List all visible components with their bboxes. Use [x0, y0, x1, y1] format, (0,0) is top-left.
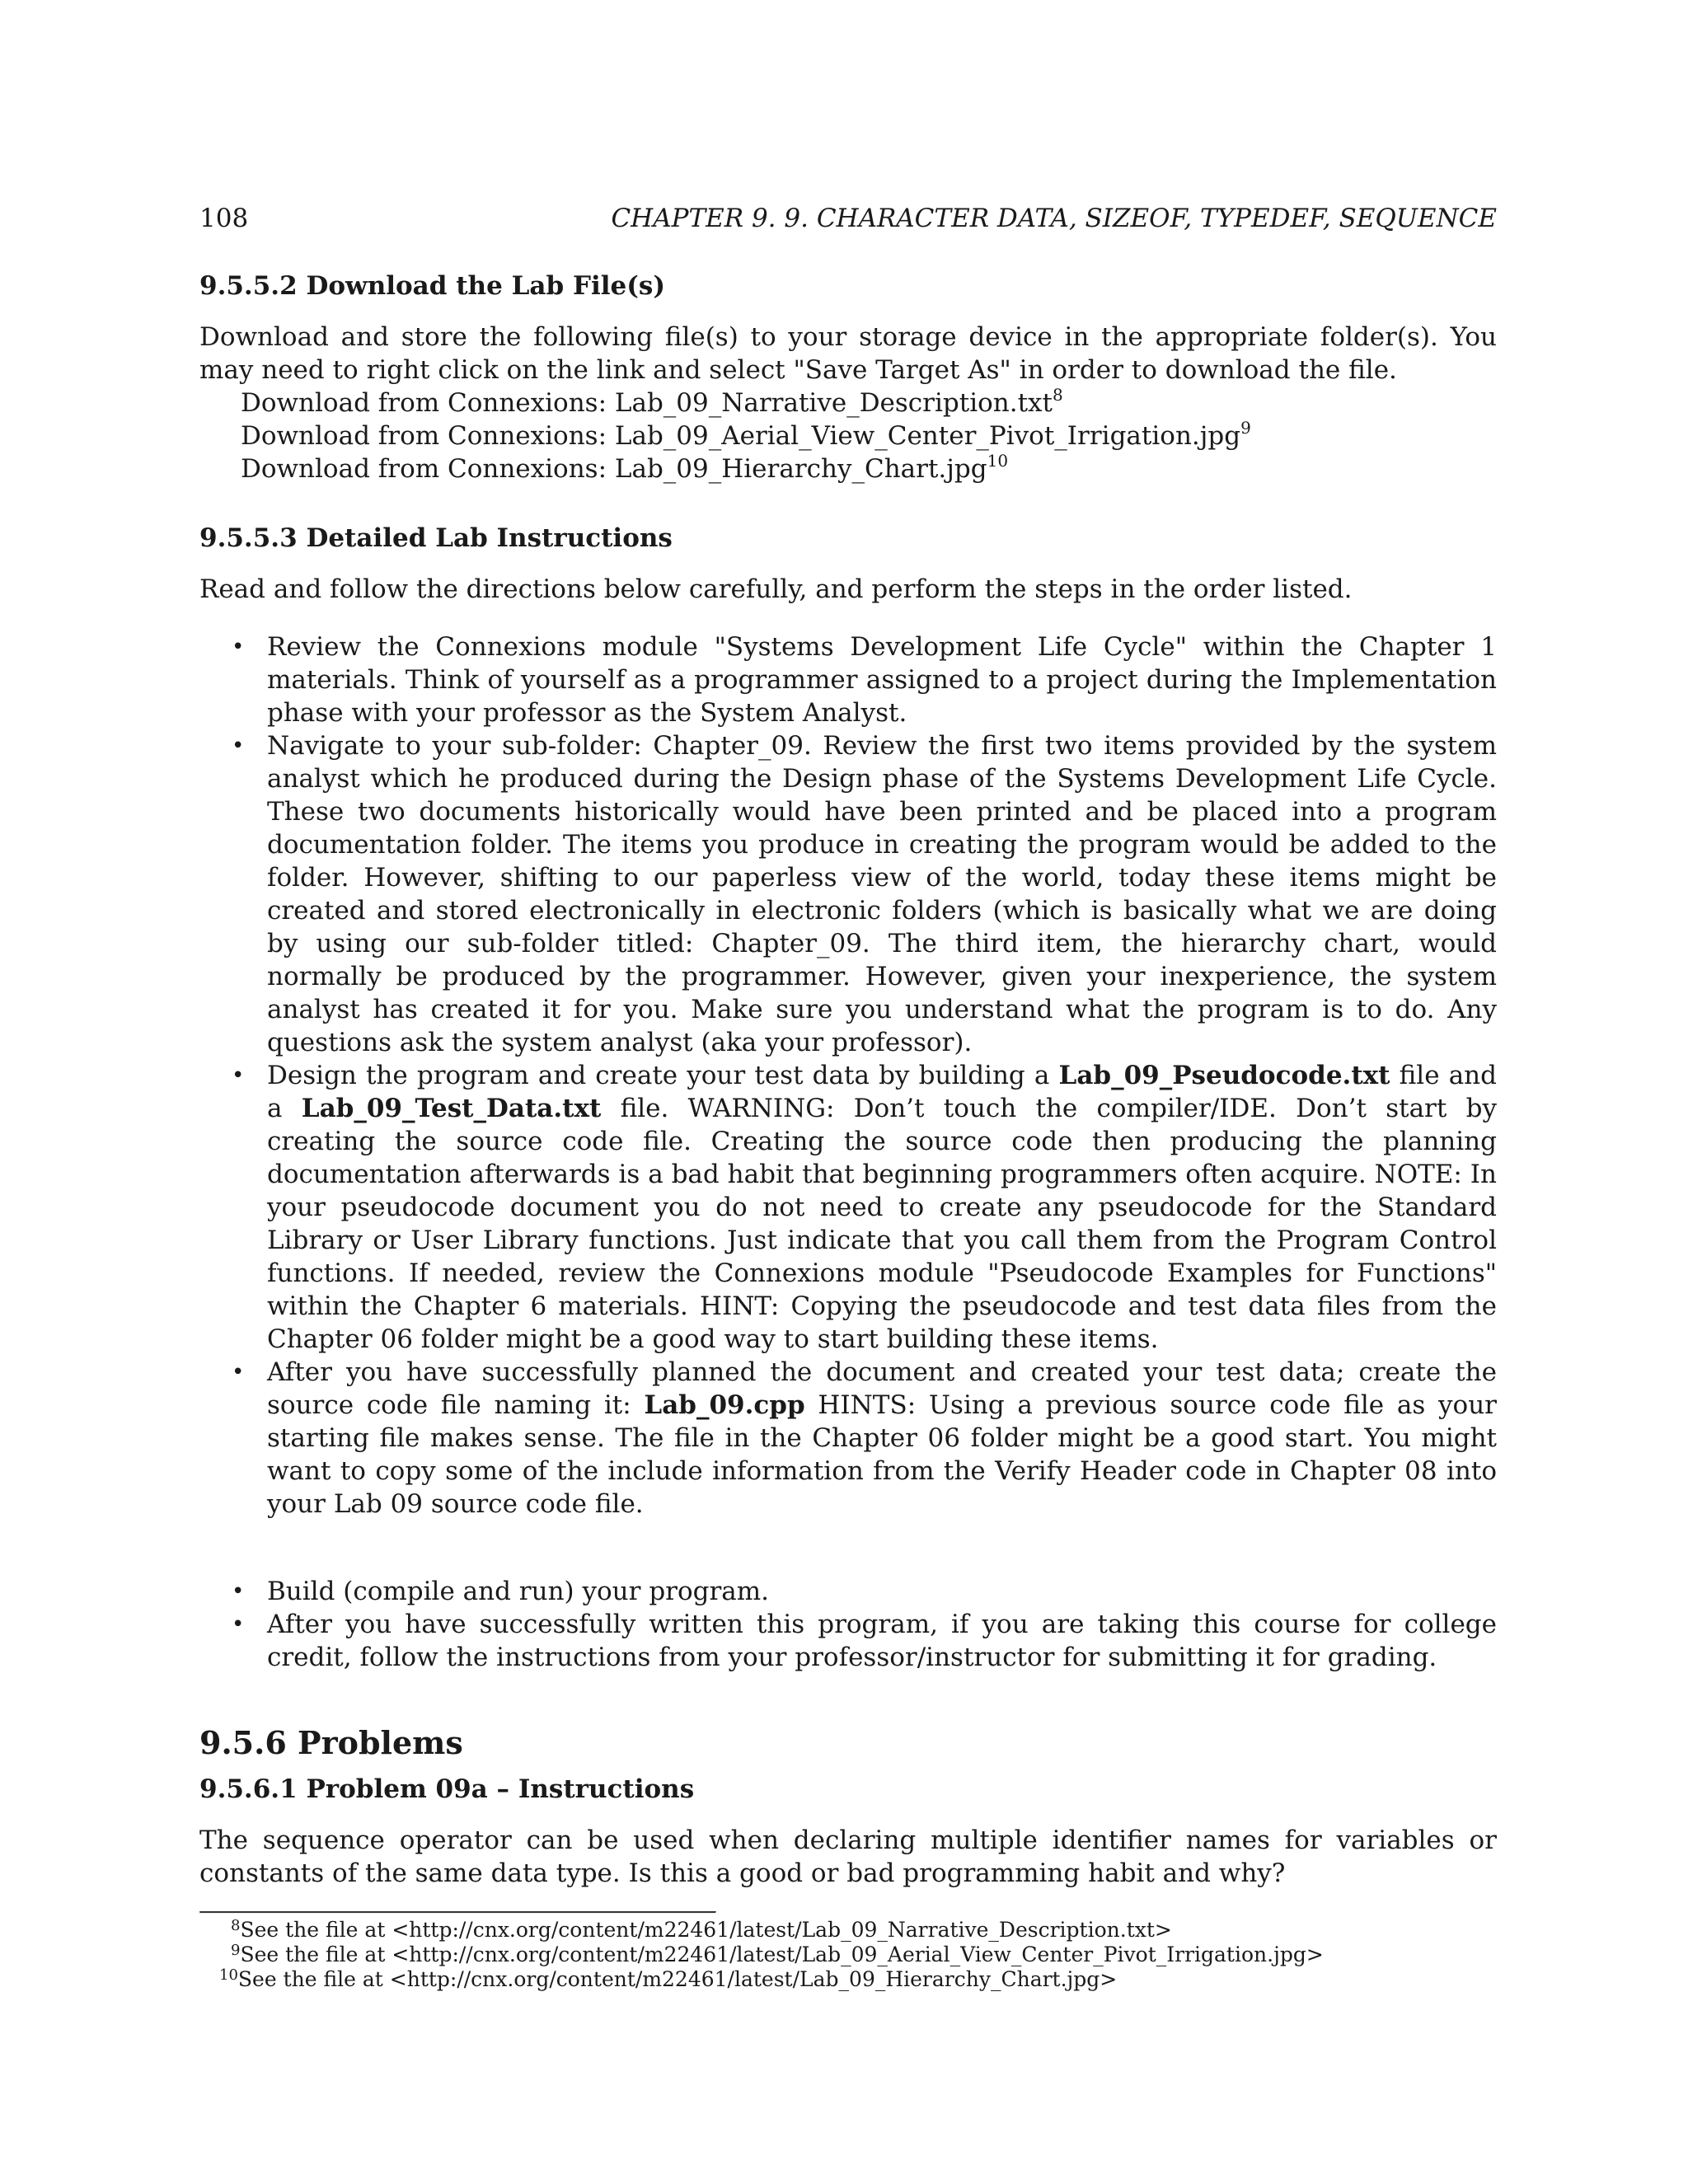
list-item — [199, 1608, 1497, 1674]
problems-heading: 9.5.6 Problems — [199, 1724, 463, 1761]
test-data-filename: Lab_09_Test_Data.txt — [301, 1094, 602, 1123]
problem-09a-text: The sequence operator can be used when declaring multiple identifier names for variables or constants of the same data type. Is this a good or bad programming habit and why? — [199, 1825, 1497, 1888]
download-line-hierarchy-chart — [199, 452, 1497, 485]
page-number: 108 — [199, 204, 249, 233]
footnote-text: See the file at <http://cnx.org/content/m22461/latest/Lab_09_Narrative_Description.txt> — [240, 1918, 1172, 1942]
bullet-icon: • — [232, 635, 245, 659]
download-line-text: Download from Connexions: Lab_09_Hierarchy_Chart.jpg — [241, 454, 987, 484]
list-item — [199, 1575, 1497, 1608]
download-line-narrative — [199, 384, 1497, 419]
running-header — [199, 202, 1497, 235]
list-item-text: Design the program and create your test data by building a — [267, 1061, 1059, 1090]
list-item — [199, 1356, 1497, 1521]
footnote-mark: 8 — [231, 1917, 241, 1934]
download-line-aerial-view — [199, 419, 1497, 452]
bullet-icon: • — [232, 1360, 245, 1385]
footnote-ref: 8 — [1053, 384, 1063, 405]
problem-09a-heading: 9.5.6.1 Problem 09a – Instructions — [199, 1774, 695, 1804]
download-line-text: Download from Connexions: Lab_09_Aerial_View_Center_Pivot_Irrigation.jpg — [241, 421, 1241, 451]
footnote-9 — [199, 1943, 1497, 1968]
bullet-icon: • — [232, 1612, 245, 1637]
pseudocode-filename: Lab_09_Pseudocode.txt — [1058, 1061, 1390, 1090]
list-item-text: After you have successfully written this program, if you are taking this course for college credit, follow the instructions from your professor/instructor for submitting it for grading. — [267, 1610, 1497, 1672]
download-line-text: Download from Connexions: Lab_09_Narrative_Description.txt — [241, 388, 1053, 418]
list-item — [199, 630, 1497, 729]
instructions-heading: 9.5.5.3 Detailed Lab Instructions — [199, 523, 673, 553]
running-title: CHAPTER 9. 9. CHARACTER DATA, SIZEOF, TYPEDEF, SEQUENCE — [611, 204, 1497, 233]
bullet-icon: • — [232, 1063, 245, 1088]
footnote-ref: 10 — [987, 450, 1009, 471]
list-item-text: file. WARNING: Don’t touch the compiler/IDE. Don’t start by creating the source code file. Creating the source code then producing the planning documentation afterwards is a bad habit that beginning programmers often acquire. NOTE: In your pseudocode document you do not need to create any pseudocode for the Standard Library or User Library functions. Just indicate that you call them from the Program Control functions. If needed, review the Connexions module "Pseudocode Examples for Functions" within the Chapter 6 materials. HINT: Copying the pseudocode and test data files from the Chapter 06 folder might be a good way to start building these items. — [267, 1094, 1497, 1354]
page — [199, 202, 1497, 1993]
footnote-mark: 10 — [219, 1966, 238, 1984]
list-item-text: HINTS: Using a previous source code file as your starting file makes sense. The file in the Chapter 06 folder might be a good start. You might want to copy some of the include information from the Verify Header code in Chapter 08 into your Lab 09 source code file. — [267, 1390, 1498, 1519]
footnote-ref: 9 — [1240, 417, 1251, 438]
list-item-text: Build (compile and run) your program. — [267, 1577, 770, 1606]
list-item — [199, 729, 1497, 1059]
bullet-icon: • — [232, 1579, 245, 1604]
list-item-text: After you have successfully planned the document and created your test data; create the source code file naming it: — [267, 1357, 1497, 1420]
bullet-icon: • — [232, 733, 245, 758]
list-item-text: Review the Connexions module "Systems Development Life Cycle" within the Chapter 1 materials. Think of yourself as a programmer assigned to a project during the Implementation phase with your professor as the System Analyst. — [267, 632, 1497, 728]
list-item — [199, 1059, 1497, 1356]
download-heading: 9.5.5.2 Download the Lab File(s) — [199, 271, 666, 301]
footnote-text: See the file at <http://cnx.org/content/m22461/latest/Lab_09_Hierarchy_Chart.jpg> — [237, 1967, 1118, 1991]
footnote-10 — [199, 1968, 1497, 1993]
footnote-text: See the file at <http://cnx.org/content/m22461/latest/Lab_09_Aerial_View_Center_Pivot_Irrigation.jpg> — [240, 1943, 1324, 1966]
list-item-text: Navigate to your sub-folder: Chapter_09. Review the first two items provided by the system analyst which he produced during the Design phase of the Systems Development Life Cycle. These two documents historically would have been printed and be placed into a program documentation folder. The items you produce in creating the program would be added to the folder. However, shifting to our paperless view of the world, today these items might be created and stored electronically in electronic folders (which is basically what we are doing by using our sub-folder titled: Chapter_09. The third item, the hierarchy chart, would normally be produced by the programmer. However, given your inexperience, the system analyst has created it for you. Make sure you understand what the program is to do. Any questions ask the system analyst (aka your professor). — [267, 731, 1497, 1057]
footnote-mark: 9 — [231, 1942, 241, 1959]
instructions-list-continued — [199, 1575, 1497, 1674]
list-item-text: file and a — [267, 1061, 1497, 1123]
footnote-8 — [199, 1919, 1497, 1943]
source-code-filename: Lab_09.cpp — [644, 1390, 805, 1420]
instructions-intro: Read and follow the directions below carefully, and perform the steps in the order listed. — [199, 574, 1353, 604]
instructions-list — [199, 630, 1497, 1521]
download-intro: Download and store the following file(s) to your storage device in the appropriate folder(s). You may need to right click on the link and select "Save Target As" in order to download the file. — [199, 322, 1497, 385]
